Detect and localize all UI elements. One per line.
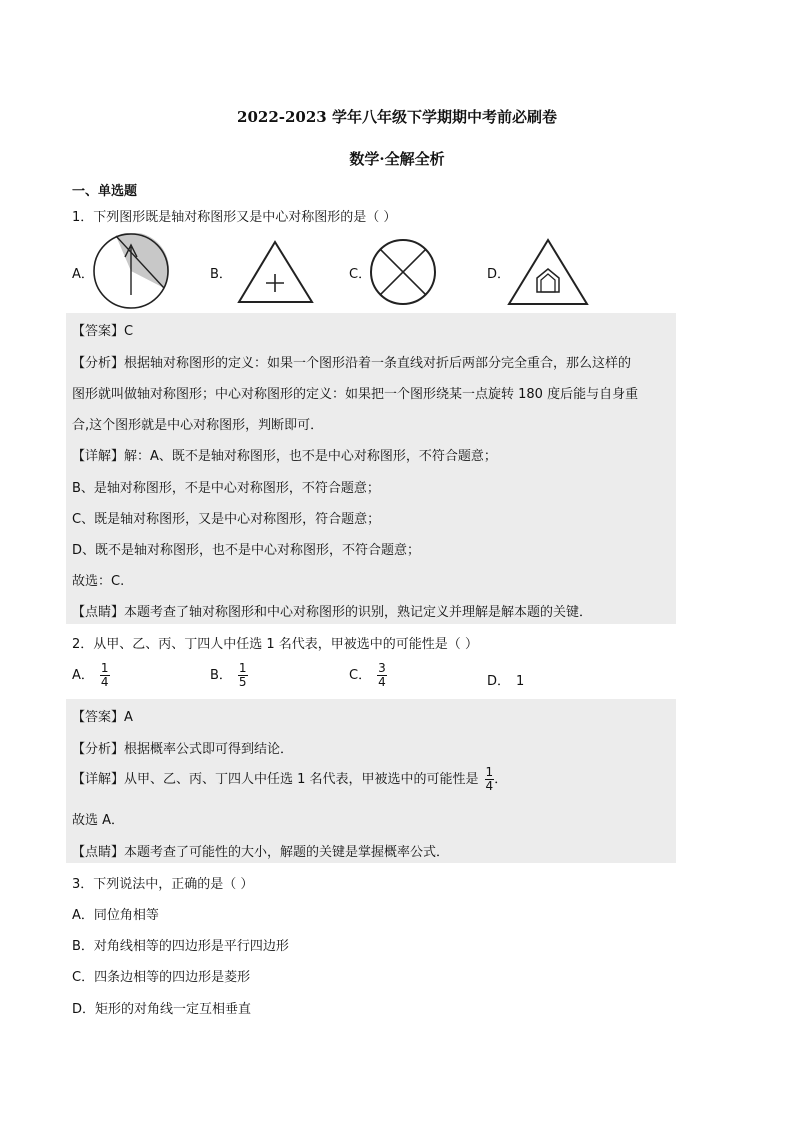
- q1-analysis-line-1: 【分析】根据轴对称图形的定义：如果一个图形沿着一条直线对折后两部分完全重合，那么这样的: [72, 356, 632, 371]
- q2-comment: 【点睛】本题考查了可能性的大小，解题的关键是掌握概率公式．: [72, 845, 450, 860]
- q2-option-b-label: B．: [210, 668, 232, 683]
- q1-analysis-line-3: 合,这个图形就是中心对称图形，判断即可．: [72, 418, 324, 433]
- q1-figure-b: [236, 240, 314, 304]
- q2-analysis: 【分析】根据概率公式即可得到结论．: [72, 742, 294, 757]
- q1-analysis-line-2: 图形就叫做轴对称图形；中心对称图形的定义：如果把一个图形绕某一点旋转 180 度后能与自身重: [72, 387, 639, 402]
- q3-stem: 3．下列说法中，正确的是（ ）: [72, 877, 254, 892]
- q2-answer: 【答案】A: [72, 710, 133, 725]
- q3-option-d: D．矩形的对角线一定互相垂直: [72, 1002, 252, 1017]
- q1-option-d-label: D．: [487, 267, 511, 282]
- q2-choice: 故选 A．: [72, 813, 125, 828]
- q2-stem: 2．从甲、乙、丙、丁四人中任选 1 名代表，甲被选中的可能性是（ ）: [72, 637, 478, 652]
- q2-option-c-label: C．: [349, 668, 372, 683]
- q2-detail-text: 【详解】从甲、乙、丙、丁四人中任选 1 名代表，甲被选中的可能性是: [72, 772, 479, 787]
- q1-figure-d: [507, 238, 589, 306]
- q1-figure-a: [92, 233, 172, 313]
- q2-detail: [72, 766, 507, 793]
- q1-detail-line-2: B、是轴对称图形，不是中心对称图形，不符合题意；: [72, 481, 380, 496]
- q1-figure-c: [368, 238, 438, 308]
- q1-comment: 【点睛】本题考查了轴对称图形和中心对称图形的识别，熟记定义并理解是解本题的关键．: [72, 605, 593, 620]
- q1-option-a-label: A．: [72, 267, 94, 282]
- q3-option-a: A．同位角相等: [72, 908, 159, 923]
- q3-option-c: C．四条边相等的四边形是菱形: [72, 970, 251, 985]
- q2-detail-fraction: $\frac{1}{4}$: [485, 765, 494, 793]
- q2-option-b: [210, 662, 248, 689]
- q1-stem: 1．下列图形既是轴对称图形又是中心对称图形的是（ ）: [72, 210, 397, 225]
- q2-option-d: [487, 670, 524, 689]
- q2-option-b-fraction: $\frac{1}{5}$: [238, 661, 247, 689]
- q2-option-a: [72, 662, 110, 689]
- q2-option-c: [349, 662, 387, 689]
- q1-detail-line-3: C、既是轴对称图形，又是中心对称图形，符合题意；: [72, 512, 381, 527]
- q1-detail-line-4: D、既不是轴对称图形，也不是中心对称图形，不符合题意；: [72, 543, 421, 558]
- q2-option-a-label: A．: [72, 668, 94, 683]
- document-title: 2022-2023 学年八年级下学期期中考前必刷卷: [237, 108, 557, 126]
- q1-choice: 故选：C.: [72, 574, 125, 589]
- q1-option-b-label: B．: [210, 267, 232, 282]
- q2-option-c-fraction: $\frac{3}{4}$: [378, 661, 386, 689]
- q2-option-d-value: 1: [516, 674, 525, 689]
- document-subtitle: 数学·全解全析: [349, 150, 445, 168]
- q2-option-a-fraction: $\frac{1}{4}$: [100, 661, 109, 689]
- q3-option-b: B．对角线相等的四边形是平行四边形: [72, 939, 289, 954]
- q2-detail-suffix: ．: [494, 772, 508, 787]
- q2-option-d-label: D．: [487, 674, 511, 689]
- q1-detail-line-1: 【详解】解：A、既不是轴对称图形，也不是中心对称图形，不符合题意；: [72, 449, 497, 464]
- section-heading: 一、单选题: [72, 184, 138, 199]
- q1-option-c-label: C．: [349, 267, 372, 282]
- q1-answer: 【答案】C: [72, 324, 134, 339]
